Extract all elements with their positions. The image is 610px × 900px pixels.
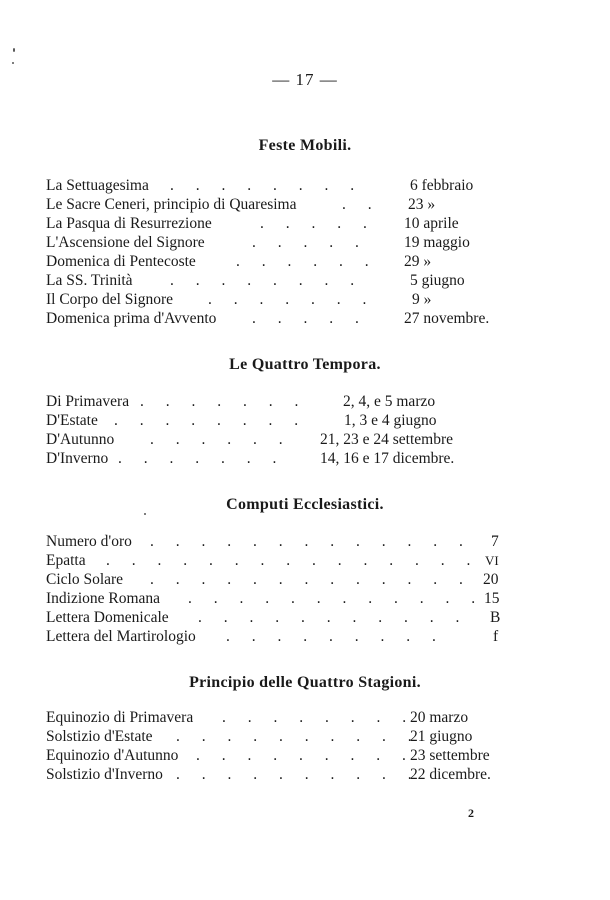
section-title-computi-ecclesiastici: Computi Ecclesiastici. <box>226 496 384 513</box>
section-title-quattro-tempora: Le Quattro Tempora. <box>229 356 381 373</box>
row-label: La Settuagesima <box>46 177 149 194</box>
row-value: 7 <box>491 533 499 550</box>
row-label: Domenica di Pentecoste <box>46 253 196 270</box>
leader-dots: . . . . . . . . <box>114 412 308 429</box>
leader-dots: . . . . . <box>252 234 368 251</box>
leader-dots: . . . . . . . <box>140 393 308 410</box>
row-label: Lettera Domenicale <box>46 609 169 626</box>
signature-mark: 2 <box>468 806 474 820</box>
row-label: Equinozio di Primavera <box>46 709 194 726</box>
row-label: Ciclo Solare <box>46 571 124 588</box>
scan-speck <box>12 62 14 64</box>
row-value: 27 novembre. <box>404 310 490 327</box>
leader-dots: . . . . . . . . . <box>196 747 415 764</box>
row-label: Domenica prima d'Avvento <box>46 310 217 327</box>
leader-dots: . . . . . . . . <box>222 709 416 726</box>
leader-dots: . . . . . . . . . . . . <box>188 590 485 607</box>
row-label: D'Estate <box>46 412 98 429</box>
row-value: 1, 3 e 4 giugno <box>344 412 437 429</box>
section-title-feste-mobili: Feste Mobili. <box>258 137 352 154</box>
row-label: L'Ascensione del Signore <box>46 234 205 251</box>
leader-dots: . . . . . . . . . . . . . <box>150 571 472 588</box>
row-value: 10 aprile <box>404 215 459 232</box>
leader-dots: . . . . . . . <box>208 291 376 308</box>
row-label: Numero d'oro <box>46 533 132 550</box>
row-label: Equinozio d'Autunno <box>46 747 179 764</box>
row-value: 23 settembre <box>410 747 490 764</box>
row-value: 21, 23 e 24 settembre <box>320 431 454 448</box>
row-value: B <box>490 609 501 626</box>
row-label: Solstizio d'Estate <box>46 728 153 745</box>
leader-dots: . . <box>342 196 381 213</box>
row-value: 15 <box>484 590 500 607</box>
leader-dots: . . . . . . . <box>118 450 286 467</box>
row-value: 14, 16 e 17 dicembre. <box>320 450 455 467</box>
leader-dots: . . . . . . . . <box>170 272 364 289</box>
leader-dots: . . . . . . <box>150 431 292 448</box>
leader-dots: . . . . . . . . . . . . . <box>150 533 472 550</box>
leader-dots: . . . . . . . . . . <box>176 728 421 745</box>
row-value: 20 marzo <box>410 709 469 726</box>
row-label: D'Autunno <box>46 431 115 448</box>
row-value: VI <box>485 553 499 568</box>
row-value: 29 » <box>404 253 432 270</box>
leader-dots: . . . . . . . . . . . <box>198 609 469 626</box>
row-value: 2, 4, e 5 marzo <box>343 393 436 410</box>
leader-dots: . . . . . . . . . <box>226 628 445 645</box>
row-value: 23 » <box>408 196 436 213</box>
row-value: 5 giugno <box>410 272 465 289</box>
row-label: Le Sacre Ceneri, principio di Quaresima <box>46 196 297 213</box>
leader-dots: . . . . . . <box>236 253 378 270</box>
leader-dots: . . . . . <box>252 310 368 327</box>
row-label: D'Inverno <box>46 450 109 467</box>
leader-dots: . . . . . . . . . . <box>176 766 421 783</box>
row-label: Lettera del Martirologio <box>46 628 196 645</box>
leader-dots: . . . . . <box>260 215 376 232</box>
row-label: Il Corpo del Signore <box>46 291 173 308</box>
row-label: Epatta <box>46 552 86 569</box>
leader-dots: . . . . . . . . . . . . . . . <box>106 552 480 569</box>
row-value: 21 giugno <box>410 728 473 745</box>
row-label: Indizione Romana <box>46 590 161 607</box>
row-label: La Pasqua di Resurrezione <box>46 215 212 232</box>
row-value: 9 » <box>412 291 432 308</box>
page-number: — 17 — <box>272 70 338 89</box>
row-label: Di Primavera <box>46 393 130 410</box>
row-value: f <box>493 628 499 645</box>
leader-dots: . . . . . . . . <box>170 177 364 194</box>
section-title-quattro-stagioni: Principio delle Quattro Stagioni. <box>189 674 421 691</box>
row-value: 22 dicembre. <box>410 766 491 783</box>
row-label: La SS. Trinità <box>46 272 133 289</box>
scan-speck <box>13 48 15 52</box>
row-value: 19 maggio <box>404 234 470 251</box>
row-label: Solstizio d'Inverno <box>46 766 163 783</box>
row-value: 6 febbraio <box>410 177 474 194</box>
row-value: 20 <box>483 571 499 588</box>
scan-speck <box>144 513 146 515</box>
